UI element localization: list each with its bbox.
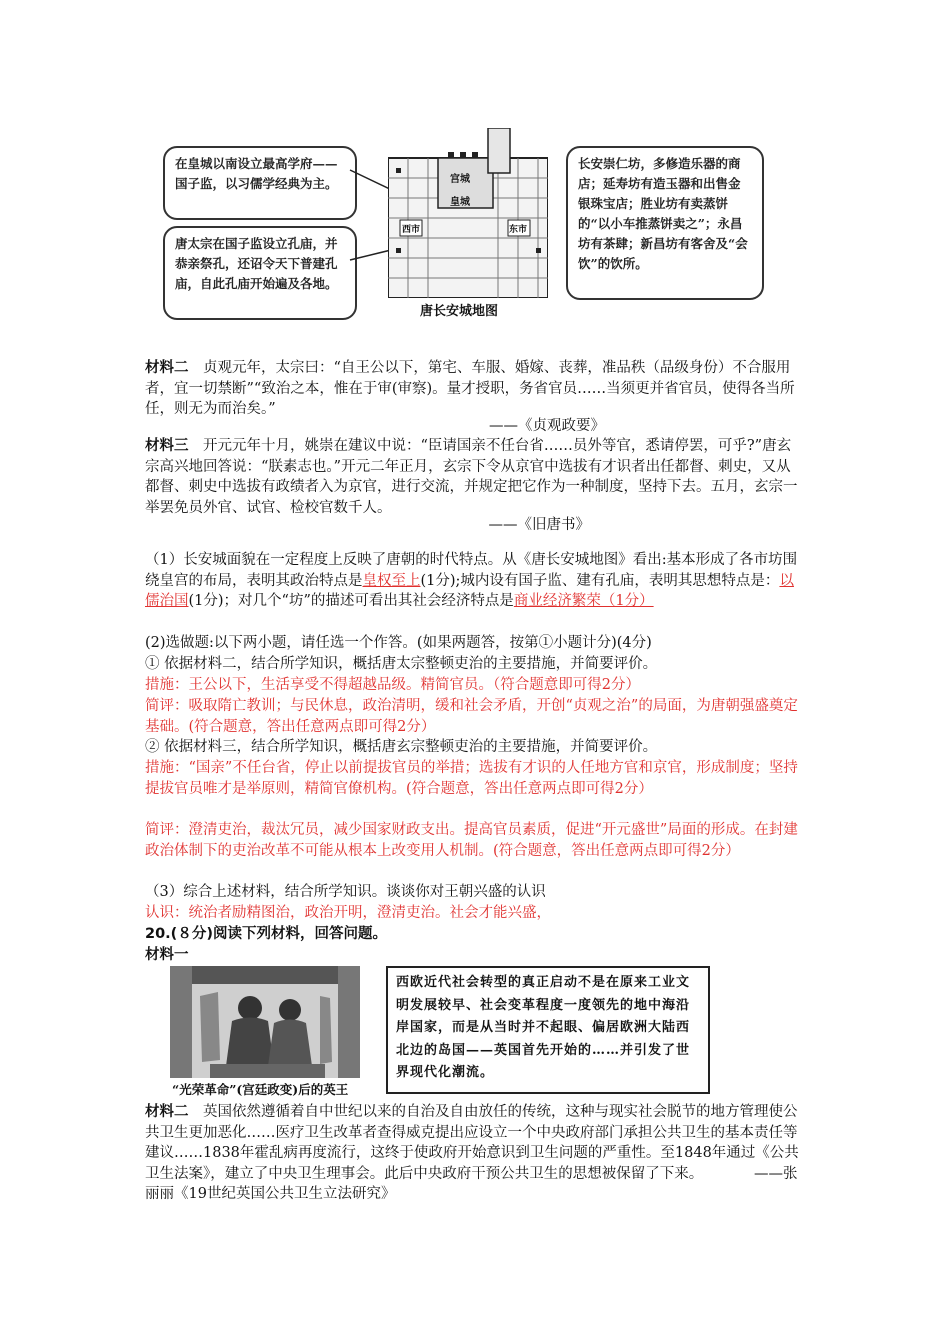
material-3	[145, 436, 805, 518]
engraving-caption: “光荣革命”(宫廷政变)后的英王	[172, 1082, 349, 1097]
material-2	[145, 358, 805, 420]
question-1	[145, 550, 805, 612]
q1-answer-3: 商业经济繁荣（1分）	[513, 593, 654, 609]
modernization-quote-box: 西欧近代社会转型的真正启动不是在原来工业文明发展较早、社会变革程度一度领先的地中海沿岸国家，而是从当时并不起眼、偏居欧洲大陆西北边的岛国——英国首先开始的……并引发了世界现代化潮流。	[386, 966, 710, 1094]
q1-answer-2: 以儒治国	[145, 572, 794, 609]
q2-sub-2-answer-comment: 简评：澄清吏治，裁汰冗员，减少国家财政支出。提高官员素质，促进“开元盛世”局面的形成。在封建政治体制下的吏治改革不可能从根本上改变用人机制。(符合题意，答出任意两点即可得2分）	[145, 822, 798, 859]
q20-material-2-text: 英国依然遵循着自中世纪以来的自治及自由放任的传统，这种与现实社会脱节的地方管理使公共卫生更加恶化……医疗卫生改革者查得威克提出应设立一个中央政府部门承担公共卫生的基本责任等建议……1838年霍乱病再度流行，这终于使政府开始意识到卫生问题的严重性。至1848年通过《公共卫生法案》，建立了中央卫生理事会。此后中央政府干预公共卫生的思想被保留了下来。 ——张丽丽《19世纪英国公共卫生立法研究》	[145, 1104, 799, 1202]
q1-answer-1: 皇权至上	[362, 572, 421, 589]
q20-material-1-label: 材料一	[145, 947, 189, 963]
question-3: （3）综合上述材料，结合所学知识。谈谈你对王朝兴盛的认识	[145, 884, 546, 900]
map-label-gongcheng: 宫城	[450, 174, 470, 185]
map-note-markets: 长安崇仁坊，多修造乐器的商店；延寿坊有造玉器和出售金银珠宝店；胜业坊有卖蒸饼的“以小车推蒸饼卖之”；永昌坊有茶肆；新昌坊有客舍及“会饮”的饮所。	[566, 146, 764, 300]
material-3-text: 开元元年十月，姚崇在建议中说：“臣请国亲不任台省……员外等官，悉请停罢，可乎?”唐玄宗高兴地回答说：“朕素志也。”开元二年正月，玄宗下令从京官中选拔有才识者出任都督、刺史，又从都督、刺史中选拔有政绩者入为京官，进行交流，并规定把它作为一种制度，坚持下去。五月，玄宗一举罢免员外官、试官、检校官数千人。	[145, 438, 798, 516]
question-2-intro: (2)选做题:以下两小题，请任选一个作答。(如果两题答，按第①小题计分)(4分)	[145, 635, 652, 651]
material-3-source: ——《旧唐书》	[488, 517, 590, 533]
q2-sub-1-answer-measures: 措施：王公以下，生活享受不得超越品级。精简官员。（符合题意即可得2分）	[145, 677, 640, 693]
question-2-sub-1: ① 依据材料二，结合所学知识，概括唐太宗整顿吏治的主要措施，并简要评价。	[145, 656, 658, 672]
map-label-dongshi: 东市	[509, 225, 528, 235]
map-note-confucius-temple: 唐太宗在国子监设立孔庙，并恭亲祭孔，还诏令天下普建孔庙，自此孔庙开始遍及各地。	[163, 226, 357, 320]
material-2-source: ——《贞观政要》	[489, 418, 605, 434]
material-3-label: 材料三	[145, 438, 189, 454]
map-note-guozijian: 在皇城以南设立最高学府——国子监，以习儒学经典为主。	[163, 146, 357, 220]
q20-material-2	[145, 1102, 805, 1205]
q1-part-3: (1分)；对几个“坊”的描述可看出其社会经济特点是	[188, 593, 514, 609]
q2-sub-1-answer-comment: 简评：吸取隋亡教训；与民休息，政治清明，缓和社会矛盾，开创“贞观之治”的局面，为唐朝强盛奠定基础。(符合题意，答出任意两点即可得2分）	[145, 698, 798, 735]
question-3-answer: 认识：统治者励精图治，政治开明，澄清吏治。社会才能兴盛，	[145, 905, 551, 921]
q20-material-2-label: 材料二	[145, 1104, 189, 1120]
map-caption: 唐长安城地图	[420, 304, 499, 319]
material-2-text: 贞观元年，太宗曰：“自王公以下，第宅、车服、婚嫁、丧葬，准品秩（品级身份）不合服用者，宜一切禁断”“致治之本，惟在于审(审察)。量才授职，务省官员……当须更并省官员，使得各当所任，则无为而治矣。”	[145, 360, 795, 417]
map-label-huangcheng: 皇城	[450, 197, 470, 208]
english-king-engraving	[170, 966, 360, 1078]
question-2-sub-2: ② 依据材料三，结合所学知识，概括唐玄宗整顿吏治的主要措施，并简要评价。	[145, 739, 658, 755]
question-20-title: 20.(８分)阅读下列材料，回答问题。	[145, 926, 387, 942]
material-2-label: 材料二	[145, 360, 189, 376]
q2-sub-2-answer-measures: 措施：“国亲”不任台省，停止以前提拔官员的举措；选拔有才识的人任地方官和京官，形成制度；坚持提拔官员唯才是举原则，精简官僚机构。(符合题意，答出任意两点即可得2分）	[145, 760, 798, 797]
q1-part-1: （1）长安城面貌在一定程度上反映了唐朝的时代特点。从《唐长安城地图》看出:基本形成了各市坊围绕皇宫的布局，表明其政治特点是	[145, 552, 798, 589]
map-label-xishi: 西市	[402, 225, 421, 235]
q1-part-2: (1分);城内设有国子监、建有孔庙，表明其思想特点是：	[420, 572, 780, 589]
